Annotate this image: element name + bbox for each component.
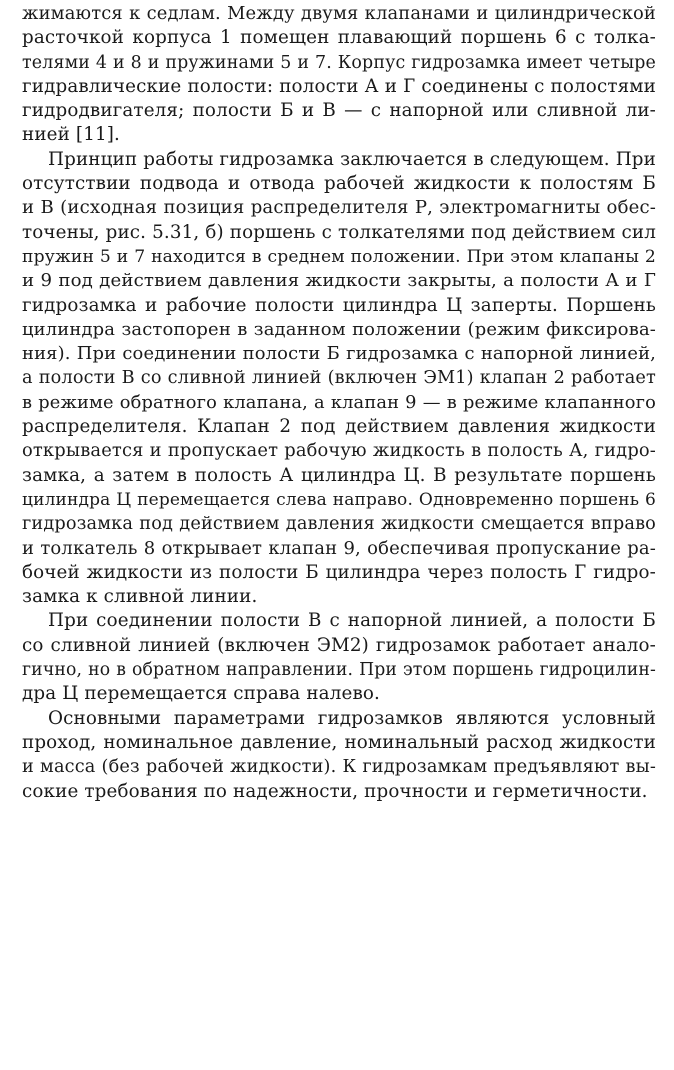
paragraph — [22, 609, 656, 706]
text-line: сокие требования по надежности, прочности и герметичности. — [22, 780, 648, 802]
text-line: пружин 5 и 7 находится в среднем положении. При этом клапаны 2 — [22, 246, 656, 267]
paragraph — [22, 148, 656, 610]
text-line: цилиндра Ц перемещается слева направо. Одновременно поршень 6 — [22, 489, 656, 510]
text-line: бочей жидкости из полости Б цилиндра через полость Г гидро- — [22, 561, 656, 583]
text-line: гидрозамка под действием давления жидкости смещается вправо — [22, 514, 656, 535]
text-line: и В (исходная позиция распределителя Р, электромагниты обес- — [22, 197, 656, 219]
text-line: замка, а затем в полость А цилиндра Ц. В результате поршень — [22, 464, 656, 486]
text-line: и масса (без рабочей жидкости). К гидрозамкам предъявляют вы- — [22, 757, 656, 778]
text-line: а полости В со сливной линией (включен ЭМ1) клапан 2 работает — [22, 368, 656, 389]
text-line: замка к сливной линии. — [22, 586, 258, 608]
text-line: гидрозамка и рабочие полости цилиндра Ц заперты. Поршень — [22, 294, 656, 316]
paragraph — [22, 2, 656, 148]
text-line: гидравлические полости: полости А и Г соединены с полостями — [22, 75, 656, 97]
text-line: точены, рис. 5.31, б) поршень с толкателями под действием сил — [22, 221, 656, 243]
text-line: в режиме обратного клапана, а клапан 9 — в режиме клапанного — [22, 391, 656, 413]
text-line: и толкатель 8 открывает клапан 9, обеспечивая пропускание ра- — [22, 537, 656, 559]
text-line: отсутствии подвода и отвода рабочей жидкости к полостям Б — [22, 173, 656, 195]
text-line: Основными параметрами гидрозамков являются условный — [48, 707, 656, 729]
text-line: распределителя. Клапан 2 под действием давления жидкости — [22, 416, 656, 438]
text-line: проход, номинальное давление, номинальный расход жидкости — [22, 731, 656, 753]
text-line: цилиндра застопорен в заданном положении (режим фиксирова- — [22, 318, 656, 340]
body-text — [22, 2, 656, 804]
text-line: Принцип работы гидрозамка заключается в следующем. При — [48, 148, 656, 170]
paragraph — [22, 707, 656, 804]
text-line: гидродвигателя; полости Б и В — с напорной или сливной ли- — [22, 100, 656, 122]
text-line: открывается и пропускает рабочую жидкость в полость А, гидро- — [22, 440, 656, 462]
text-line: нией [11]. — [22, 124, 121, 146]
text-line: со сливной линией (включен ЭМ2) гидрозамок работает анало- — [22, 634, 656, 656]
text-line: расточкой корпуса 1 помещен плавающий поршень 6 с толка- — [22, 27, 656, 49]
text-line: При соединении полости В с напорной линией, а полости Б — [48, 610, 656, 632]
text-line: дра Ц перемещается справа налево. — [22, 683, 380, 705]
text-line: ния). При соединении полости Б гидрозамка с напорной линией, — [22, 343, 656, 365]
text-line: и 9 под действием давления жидкости закрыты, а полости А и Г — [22, 270, 656, 292]
text-line: гично, но в обратном направлении. При этом поршень гидроцилин- — [22, 660, 656, 681]
text-line: телями 4 и 8 и пружинами 5 и 7. Корпус гидрозамка имеет четыре — [22, 52, 656, 73]
text-line: жимаются к седлам. Между двумя клапанами и цилиндрической — [22, 3, 656, 24]
